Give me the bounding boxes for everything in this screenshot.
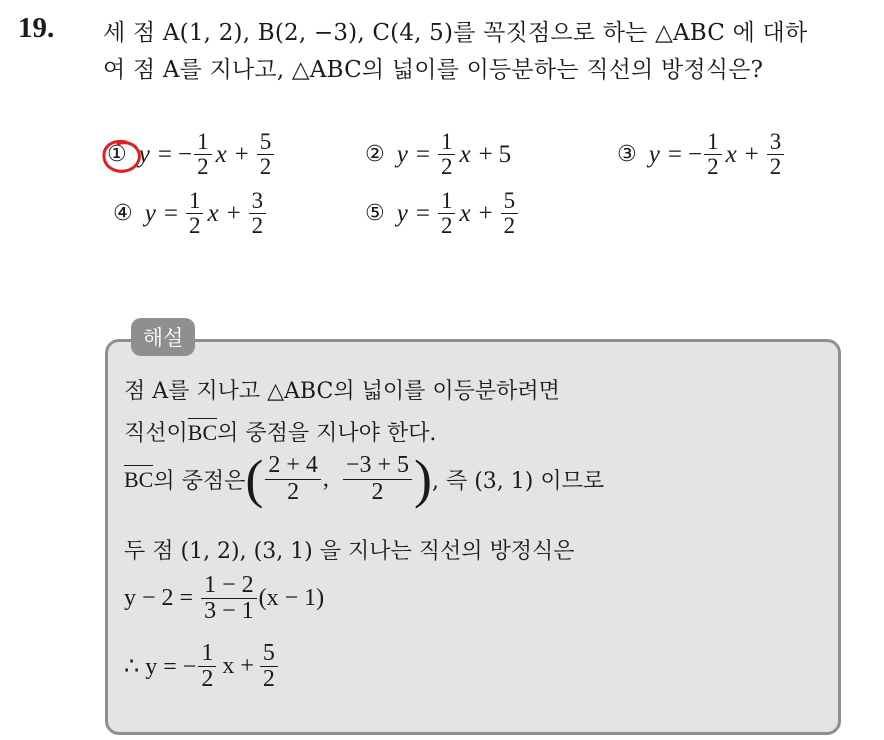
solution-line-2: 직선이 BC 의 중점을 지나야 한다.	[124, 419, 437, 446]
solution-line-6: ∴ y = − $\frac{1}{2}$ x + $\frac{5}{2}$	[124, 641, 280, 692]
choice-5-coef: $\frac{1}{2}$	[438, 189, 456, 238]
choice-3-equation: y = − $\frac{1}{2}$ x + $\frac{3}{2}$	[647, 130, 787, 179]
choice-3[interactable]	[617, 130, 786, 179]
solution-line-3: BC 의 중점은 ( $\frac{2 + 4}{2}$ , $\frac{-3 + 5}{2}$ ) , 즉 (3, 1) 이므로	[124, 449, 605, 509]
choice-3-number: ③	[617, 142, 637, 168]
solution-line-5: y − 2 = $\frac{1 - 2}{3 - 1}$ (x − 1)	[124, 572, 325, 625]
choice-5[interactable]	[365, 189, 520, 238]
midpoint-y-frac: $\frac{-3 + 5}{2}$	[343, 453, 412, 504]
choice-5-number: ⑤	[365, 201, 385, 227]
choice-2-const: 5	[498, 140, 512, 168]
choice-2-number: ②	[365, 142, 385, 168]
choice-5-const: $\frac{5}{2}$	[501, 189, 519, 238]
solution-line-1: 점 A를 지나고 △ABC의 넓이를 이등분하려면	[124, 379, 560, 404]
choice-3-coef: $\frac{1}{2}$	[704, 130, 722, 179]
solution-line-4: 두 점 (1, 2), (3, 1) 을 지나는 직선의 방정식은	[124, 539, 575, 564]
choice-4-const: $\frac{3}{2}$	[249, 189, 267, 238]
solution-tab-label: 해설	[131, 318, 195, 356]
question-number: 19.	[18, 12, 55, 44]
question-text-line-2: 여 점 A를 지나고, △ABC의 넓이를 이등분하는 직선의 방정식은?	[103, 57, 764, 83]
choice-4-coef: $\frac{1}{2}$	[186, 189, 204, 238]
slope-frac: $\frac{1 - 2}{3 - 1}$	[201, 573, 257, 624]
segment-bc: BC	[187, 419, 218, 445]
choice-1-const: $\frac{5}{2}$	[257, 130, 275, 179]
choice-1-equation: y = − $\frac{1}{2}$ x + $\frac{5}{2}$	[137, 130, 277, 179]
choice-1-coef: $\frac{1}{2}$	[194, 130, 212, 179]
choice-2[interactable]	[365, 130, 511, 179]
choice-4[interactable]	[113, 189, 268, 238]
final-const: $\frac{5}{2}$	[260, 641, 278, 692]
choice-2-coef: $\frac{1}{2}$	[438, 130, 456, 179]
choice-4-number: ④	[113, 201, 133, 227]
final-coef: $\frac{1}{2}$	[198, 641, 216, 692]
choice-1-number: ①	[107, 142, 127, 168]
segment-bc-2: BC	[124, 467, 154, 492]
question-text-line-1: 세 점 A(1, 2), B(2, −3), C(4, 5)를 꼭짓점으로 하는 △ABC 에 대하	[103, 20, 808, 46]
choice-1[interactable]	[107, 130, 276, 179]
choice-2-equation: y = $\frac{1}{2}$ x + 5	[396, 129, 512, 180]
choice-5-equation: y = $\frac{1}{2}$ x + $\frac{5}{2}$	[395, 189, 520, 238]
choice-3-const: $\frac{3}{2}$	[767, 130, 785, 179]
midpoint-x-frac: $\frac{2 + 4}{2}$	[265, 453, 321, 504]
choice-4-equation: y = $\frac{1}{2}$ x + $\frac{3}{2}$	[143, 189, 268, 238]
